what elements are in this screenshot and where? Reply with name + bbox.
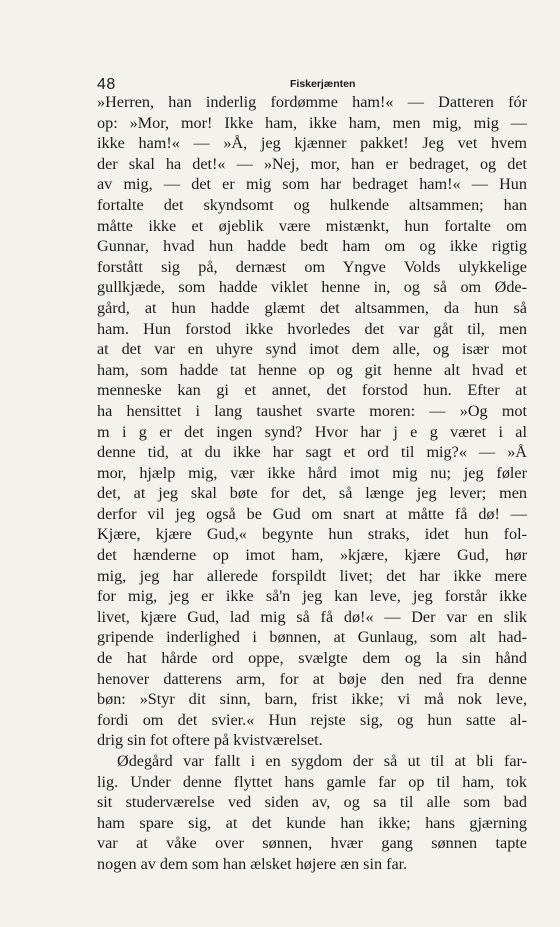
text-line: mor, hjælp mig, vær ikke hård imot mig nu; jeg føler bbox=[97, 463, 527, 482]
text-line: ham, som hadde tat henne op og git henne alt hvad et bbox=[97, 360, 527, 379]
paragraph bbox=[97, 92, 527, 751]
text-line: sit studerværelse ved siden av, og sa til alle som bad bbox=[97, 793, 527, 812]
text-line: gullkjæde, som hadde viklet henne in, og så om Øde- bbox=[97, 278, 527, 297]
text-line: ham spare sig, at det kunde han ikke; hans gjærning bbox=[97, 813, 527, 832]
text-line: derfor vil jeg også be Gud om snart at måtte få dø! — bbox=[97, 504, 527, 523]
body-text bbox=[97, 92, 527, 875]
text-line: fortalte det skyndsomt og hulkende altsammen; han bbox=[97, 195, 527, 214]
text-line: gripende inderlighed i bønnen, at Gunlaug, som alt had- bbox=[97, 628, 527, 647]
text-line: »Herren, han inderlig fordømme ham!« — Datteren fór bbox=[97, 93, 527, 111]
text-line: av mig, — det er mig som har bedraget ham!« — Hun bbox=[97, 175, 527, 194]
text-line: nogen av dem som han ælsket højere æn sin far. bbox=[97, 854, 408, 873]
text-line: var at våke over sønnen, hvær gang sønnen tapte bbox=[97, 834, 527, 853]
text-line: drig sin fot oftere på kvistværelset. bbox=[97, 731, 323, 750]
text-line: mig, jeg har allerede forspildt livet; det har ikke mere bbox=[97, 566, 527, 585]
text-line: denne tid, at du ikke har sagt et ord til mig?« — »Å bbox=[97, 443, 527, 462]
text-line: at det var en uhyre synd imot dem alle, og især mot bbox=[97, 340, 527, 359]
page-number: 48 bbox=[97, 76, 116, 93]
text-line: ha hensittet i lang taushet svarte moren: — »Og mot bbox=[97, 401, 527, 420]
text-line: lig. Under denne flyttet hans gamle far op til ham, tok bbox=[97, 772, 527, 791]
paragraph bbox=[97, 751, 527, 875]
text-line: det, at jeg skal bøte for det, så længe jeg lever; men bbox=[97, 484, 527, 503]
text-line: det hænderne op imot ham, »kjære, kjære Gud, hør bbox=[97, 546, 527, 565]
text-line: Ødegård var fallt i en sygdom der så ut til at bli far- bbox=[117, 752, 527, 770]
text-line: Kjære, kjære Gud,« begynte hun straks, idet hun fol- bbox=[97, 525, 527, 544]
running-head: Fiskerjænten bbox=[290, 78, 356, 90]
text-line: ham. Hun forstod ikke hvorledes det var gåt til, men bbox=[97, 319, 527, 338]
text-line: der skal ha det!« — »Nej, mor, han er bedraget, og det bbox=[97, 154, 527, 173]
text-line: for mig, jeg er ikke så'n jeg kan leve, jeg forstår ikke bbox=[97, 587, 527, 606]
text-line: henover datterens arm, for at bøje den ned fra denne bbox=[97, 669, 527, 688]
text-line: Gunnar, hvad hun hadde bedt ham om og ikke rigtig bbox=[97, 237, 527, 256]
text-line: livet, kjære Gud, lad mig så få dø!« — Der var en slik bbox=[97, 607, 527, 626]
text-line: menneske kan gi et annet, det forstod hun. Efter at bbox=[97, 381, 527, 400]
text-line: bøn: »Styr dit sinn, barn, frist ikke; vi må nok leve, bbox=[97, 690, 527, 709]
text-line: ikke ham!« — »Å, jeg kjænner pakket! Jeg vet hvem bbox=[97, 134, 527, 153]
text-line: forstått sig på, dernæst om Yngve Volds ulykkelige bbox=[97, 257, 527, 276]
text-line: måtte ikke et øjeblik være mistænkt, hun fortalte om bbox=[97, 216, 527, 235]
text-line: fordi om det svier.« Hun rejste sig, og hun satte al- bbox=[97, 710, 527, 729]
text-line: m i g er det ingen synd? Hvor har j e g været i al bbox=[97, 422, 527, 441]
text-line: gård, at hun hadde glæmt det altsammen, da hun så bbox=[97, 298, 527, 317]
text-line: op: »Mor, mor! Ikke ham, ikke ham, men mig, mig — bbox=[97, 113, 527, 132]
text-line: de hat hårde ord oppe, svælgte dem og la sin hånd bbox=[97, 649, 527, 668]
